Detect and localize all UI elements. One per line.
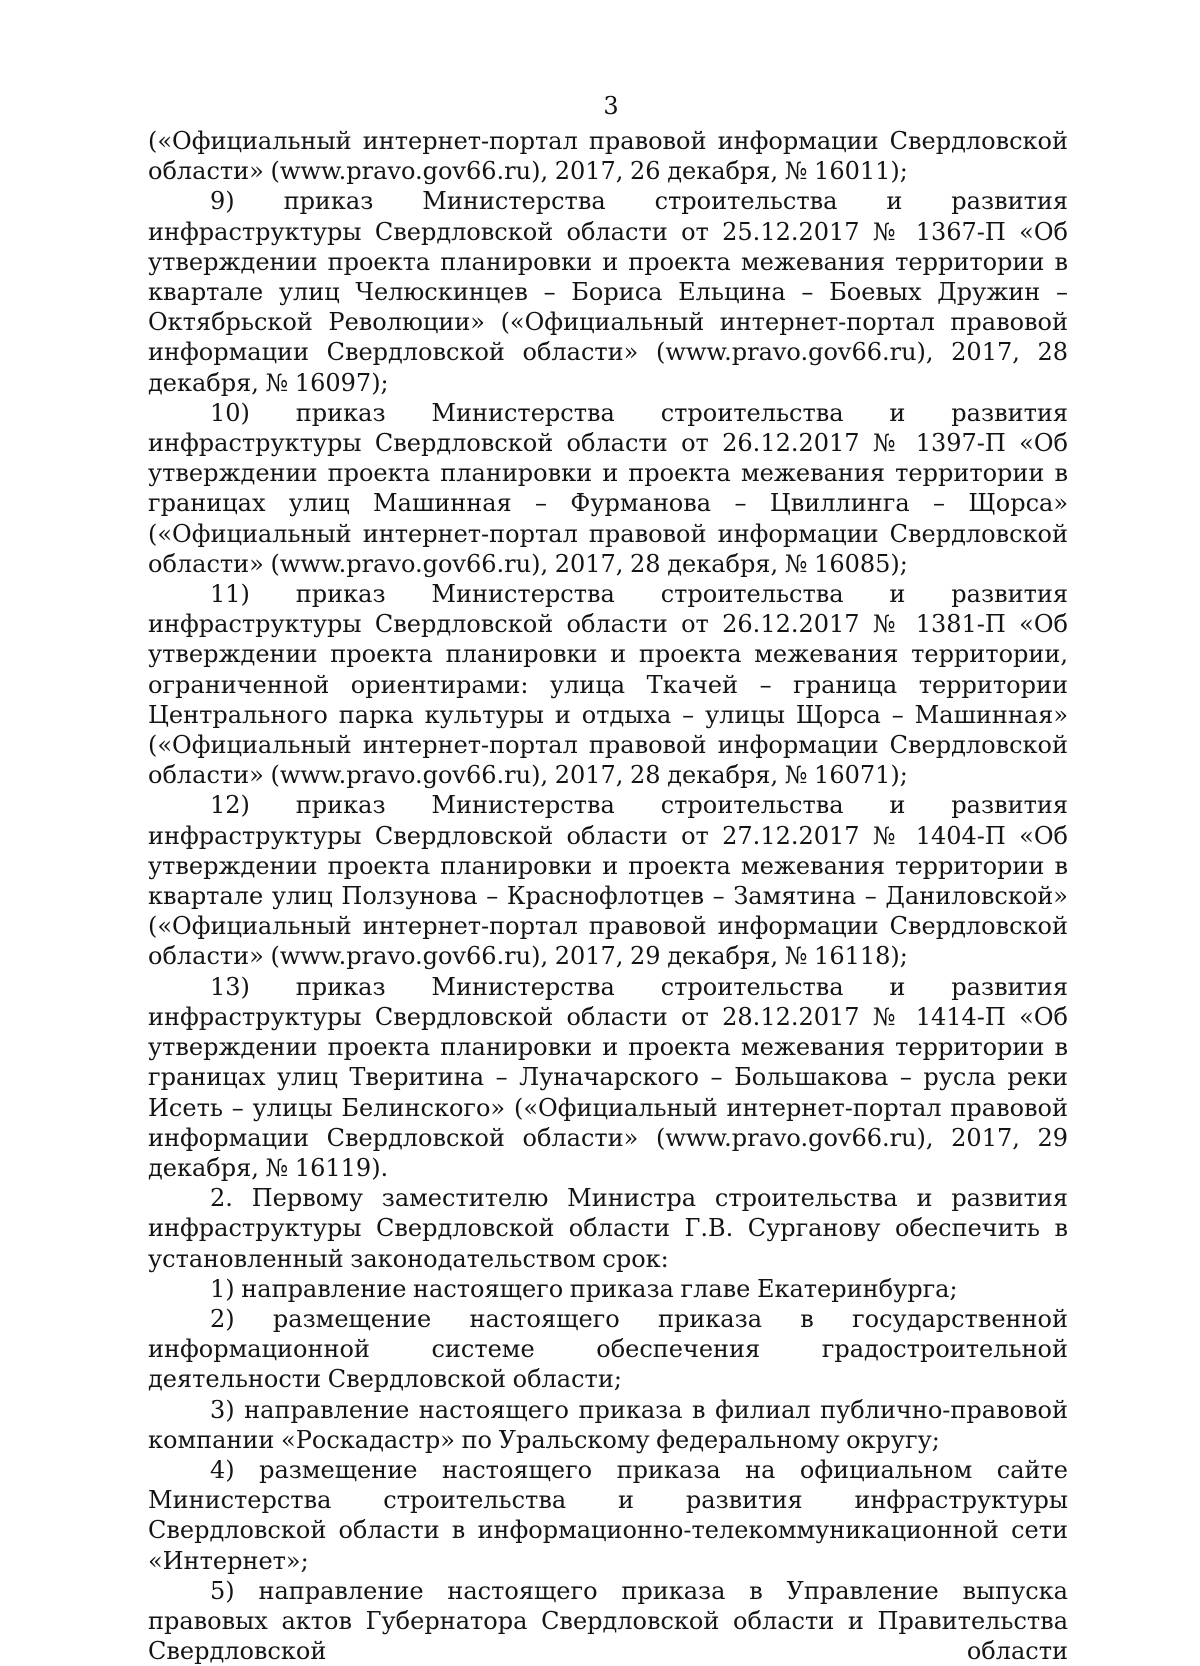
paragraph-item-10: 10) приказ Министерства строительства и развития инфраструктуры Свердловской области от 26.12.2017 № 1397-П «Об утверждении проекта планировки и проекта межевания территории в границах улиц Машинная – Фурманова – Цвиллинга – Щорса» («Официальный интернет-портал правовой информации Свердловской области» (www.pravo.gov66.ru), 2017, 28 декабря, № 16085); xyxy=(148,398,1068,578)
paragraph-item-12: 12) приказ Министерства строительства и развития инфраструктуры Свердловской области от 27.12.2017 № 1404-П «Об утверждении проекта планировки и проекта межевания территории в квартале улиц Ползунова – Краснофлотцев – Замятина – Даниловской» («Официальный интернет-портал правовой информации Свердловской области» (www.pravo.gov66.ru), 2017, 29 декабря, № 16118); xyxy=(148,791,1068,971)
paragraph-item-9: 9) приказ Министерства строительства и развития инфраструктуры Свердловской области от 25.12.2017 № 1367-П «Об утверждении проекта планировки и проекта межевания территории в квартале улиц Челюскинцев – Бориса Ельцина – Боевых Дружин – Октябрьской Революции» («Официальный интернет-портал правовой информации Свердловской области» (www.pravo.gov66.ru), 2017, 28 декабря, № 16097); xyxy=(148,187,1068,397)
document-body xyxy=(148,126,1068,1666)
paragraph-subitem-5: 5) направление настоящего приказа в Управление выпуска правовых актов Губернатора Свердловской области и Правительства Свердловской области xyxy=(148,1576,1068,1666)
paragraph-section-2: 2. Первому заместителю Министра строительства и развития инфраструктуры Свердловской области Г.В. Сурганову обеспечить в установленный законодательством срок: xyxy=(148,1184,1068,1273)
paragraph-subitem-2: 2) размещение настоящего приказа в государственной информационной системе обеспечения градостроительной деятельности Свердловской области; xyxy=(148,1304,1068,1394)
paragraph-item-11: 11) приказ Министерства строительства и развития инфраструктуры Свердловской области от 26.12.2017 № 1381-П «Об утверждении проекта планировки и проекта межевания территории, ограниченной ориентирами: улица Ткачей – граница территории Центрального парка культуры и отдыха – улицы Щорса – Машинная» («Официальный интернет-портал правовой информации Свердловской области» (www.pravo.gov66.ru), 2017, 28 декабря, № 16071); xyxy=(148,580,1068,790)
paragraph-item-13: 13) приказ Министерства строительства и развития инфраструктуры Свердловской области от 28.12.2017 № 1414-П «Об утверждении проекта планировки и проекта межевания территории в границах улиц Тверитина – Луначарского – Большакова – русла реки Исеть – улицы Белинского» («Официальный интернет-портал правовой информации Свердловской области» (www.pravo.gov66.ru), 2017, 29 декабря, № 16119). xyxy=(148,972,1068,1182)
paragraph-subitem-1: 1) направление настоящего приказа главе Екатеринбурга; xyxy=(210,1274,958,1303)
paragraph-continuation: («Официальный интернет-портал правовой информации Свердловской области» (www.pravo.gov66.ru), 2017, 26 декабря, № 16011); xyxy=(148,127,1068,186)
paragraph-subitem-4: 4) размещение настоящего приказа на официальном сайте Министерства строительства и развития инфраструктуры Свердловской области в информационно-телекоммуникационной сети «Интернет»; xyxy=(148,1455,1068,1575)
page-number: 3 xyxy=(603,92,619,120)
paragraph-subitem-3: 3) направление настоящего приказа в филиал публично-правовой компании «Роскадастр» по Уральскому федеральному округу; xyxy=(148,1395,1068,1454)
